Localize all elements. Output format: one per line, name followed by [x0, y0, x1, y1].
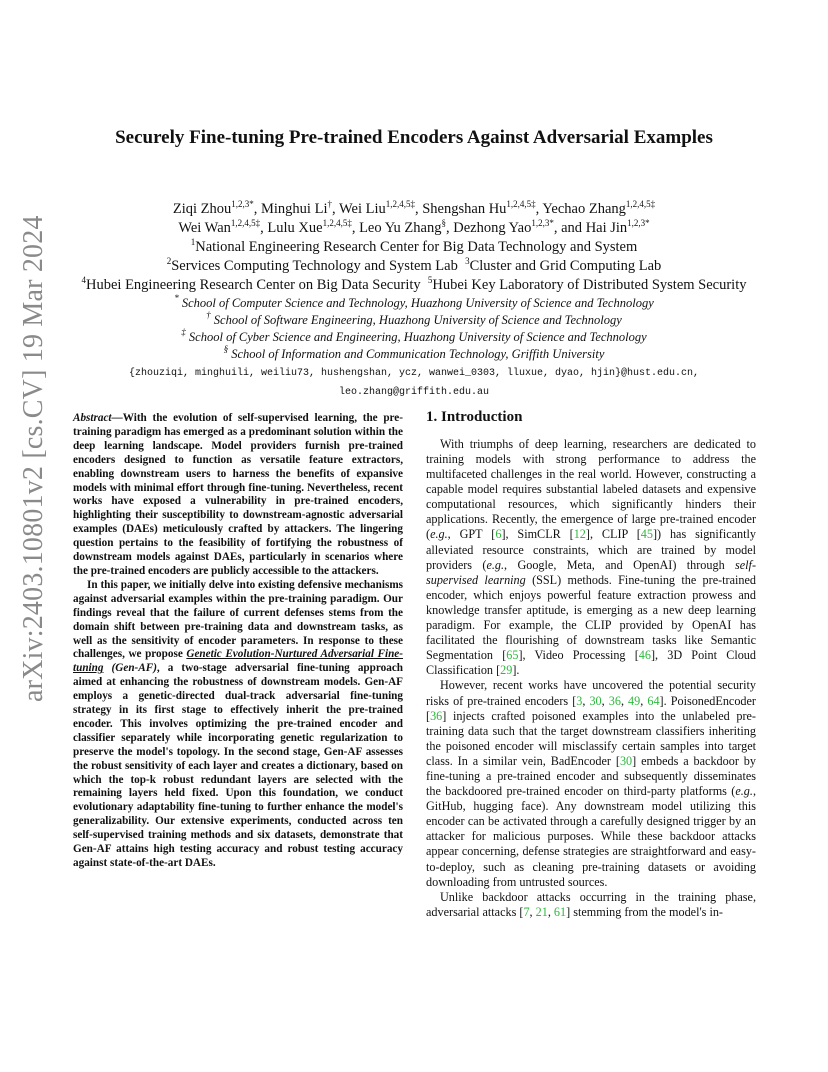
author-sup: 1,2,4,5‡ [506, 199, 536, 209]
citation-link[interactable]: 36 [430, 708, 443, 723]
author-name: Dezhong Yao [453, 220, 532, 236]
school: School of Computer Science and Technology, Huazhong University of Science and Technology [181, 296, 654, 310]
citation-link[interactable]: 6 [495, 527, 502, 542]
school-line-4 [0, 346, 828, 363]
affiliation-line-3 [0, 276, 828, 295]
author-block [0, 200, 828, 401]
email-line-1: {zhouziqi, minghuili, weiliu73, hushengshan, ycz, wanwei_0303, lluxue, dyao, hjin}@hust.edu.cn, [128, 368, 700, 379]
author-sup: 1,2,4,5‡ [230, 218, 261, 228]
abstract-column [73, 412, 403, 871]
text: , [582, 693, 590, 708]
author-line-2: Wei Wan$^{1,2,4,5\ddagger}$, Lulu Xue$^{1,2,4,5\ddagger}$, Leo Yu Zhang§, Dezhong Yao$^{1,2,3*}$, and Hai Jin$^{1,2,3*}$ [178, 218, 650, 236]
text: ], Video Processing [ [518, 648, 639, 663]
affiliation: Hubei Key Laboratory of Distributed System Security [432, 277, 747, 293]
and-word: and [561, 220, 583, 236]
text: ], SimCLR [ [501, 527, 574, 542]
citation-link[interactable]: 30 [589, 693, 602, 708]
school: School of Information and Communication Technology, Griffith University [231, 347, 605, 361]
citation-link[interactable]: 30 [619, 753, 633, 768]
text: , [547, 904, 554, 919]
text: , [529, 904, 536, 919]
citation-link[interactable]: 45 [640, 527, 653, 542]
arxiv-side-stamp: arXiv:2403.10801v2 [cs.CV] 19 Mar 2024 [18, 215, 49, 702]
author-sup: 1,2,4,5‡ [322, 218, 352, 228]
author-name: Minghui Li [261, 201, 328, 217]
text: , [601, 693, 609, 708]
intro-paragraph-3 [426, 890, 756, 920]
text: , [640, 693, 648, 708]
affil-sup: 3 [465, 256, 470, 266]
text: ] injects crafted poisoned examples into the unlabeled pre-training data such that the target downstream classifiers inheriting the poisoned encoder will misclassify certain samples into target class. In a similar vein, BadEncoder [ [426, 708, 756, 768]
affil-sup: 2 [166, 256, 172, 266]
text: ]) has significantly alleviated resource constraints, which are trained by model providers ( [426, 527, 756, 572]
author-sup: 1,2,3* [627, 218, 650, 228]
text: e.g. [430, 527, 448, 542]
school-sup: ‡ [181, 327, 186, 337]
author-name: Shengshan Hu [422, 201, 507, 217]
author-name: Wei Liu [338, 201, 386, 217]
author-sup: § [441, 218, 446, 228]
text: e.g. [486, 557, 505, 572]
citation-link[interactable]: 3 [576, 693, 583, 708]
school-line-2 [0, 312, 828, 329]
author-sup: 1,2,3* [531, 218, 554, 228]
author-name: Hai Jin [585, 220, 628, 236]
abstract-label: Abstract [73, 412, 112, 424]
author-name: Ziqi Zhou [172, 201, 232, 217]
method-name: Genetic Evolution-Nurtured Adversarial Fine-tuning [73, 648, 403, 675]
text: e.g. [735, 784, 753, 799]
author-name: Yechao Zhang [542, 201, 626, 217]
text: However, recent works have uncovered the potential security risks of pre-trained encoders [ [426, 678, 756, 708]
text: ], CLIP [ [585, 527, 641, 542]
text: ], 3D Point Cloud Classification [ [426, 648, 756, 678]
affiliation: National Engineering Research Center for Big Data Technology and System [195, 239, 638, 255]
author-sup: † [327, 199, 332, 209]
citation-link[interactable]: 7 [523, 904, 530, 919]
author-sup: 1,2,4,5‡ [385, 199, 415, 209]
text: , [620, 693, 629, 708]
text: , Google, Meta, and OpenAI) through [504, 557, 736, 572]
affiliation: Hubei Engineering Research Center on Big Data Security [86, 277, 421, 293]
citation-link[interactable]: 65 [506, 648, 519, 663]
school-line-1 [0, 295, 828, 312]
school-line-3 [0, 329, 828, 346]
affil-sup: 5 [427, 275, 433, 285]
abstract-paragraph-2 [73, 579, 403, 871]
school: School of Cyber Science and Engineering, Huazhong University of Science and Technology [188, 330, 647, 344]
text: self-supervised learning [426, 557, 756, 587]
author-name: Wei Wan [178, 220, 231, 236]
author-sup: 1,2,4,5‡ [625, 199, 656, 209]
affiliation: Cluster and Grid Computing Lab [469, 258, 662, 274]
affil-sup: 1 [190, 237, 196, 247]
affiliation-line-1 [0, 238, 828, 257]
abstract-text: In this paper, we initially delve into existing defensive mechanisms against adversarial examples within the pre-training paradigm. Our findings reveal that the failure of current defenses stems from the domain shift between pre-training data and downstream tasks, as well as the sensitivity of encoder parameters. In response to these challenges, we propose [73, 578, 403, 661]
abstract-text: , a two-stage adversarial fine-tuning approach aimed at enhancing the robustness of downstream models. Gen-AF employs a genetic-directed dual-track adversarial fine-tuning strategy in its first stage to effectively inherit the pre-trained encoder. This involves optimizing the pre-trained encoder and classifier separately while incorporating genetic regularization to preserve the model's topology. In the second stage, Gen-AF assesses the robust sensitivity of each layer and creates a dictionary, based on which the top-k robust redundant layers are selected with the remaining layers held fixed. Upon this foundation, we conduct evolutionary adaptability fine-tuning to further enhance the model's generalizability. Our extensive experiments, conducted across ten self-supervised training methods and six datasets, demonstrate that Gen-AF attains high testing accuracy and robust testing accuracy against state-of-the-art DAEs. [73, 662, 404, 869]
text: ] embeds a backdoor by fine-tuning a pre-trained encoder and subsequently disseminates the backdoored pre-trained encoder on third-party platforms ( [426, 753, 756, 799]
citation-link[interactable]: 49 [628, 693, 641, 708]
abstract-paragraph-1 [73, 412, 403, 579]
introduction-column [426, 411, 756, 920]
text: ] stemming from the model's in- [566, 904, 723, 919]
author-name: Leo Yu Zhang [359, 220, 442, 236]
text: (SSL) methods. Fine-tuning the pre-trained encoder, which enjoys powerful feature extraction prowess and knowledge transfer aptitude, is emerging as a new deep learning paradigm. For example, the CLIP provided by OpenAI has facilitated the flourishing of downstream tasks like Semantic Segmentation [ [426, 572, 756, 663]
text: Unlike backdoor attacks occurring in the training phase, adversarial attacks [ [426, 889, 756, 919]
text: , GitHub, hugging face). Any downstream model utilizing this encoder can be activated through a carefully designed trigger by an attacker for malicious purposes. While these backdoor attacks appear concerning, defense strategies are straightforward and easy-to-deploy, such as cleaning pre-training datasets or avoiding downloading from untrusted sources. [426, 784, 756, 889]
citation-link[interactable]: 61 [553, 904, 567, 919]
citation-link[interactable]: 46 [638, 648, 651, 663]
author-name: Lulu Xue [267, 220, 323, 236]
text: ]. [512, 663, 520, 678]
affiliation-line-2 [0, 257, 828, 276]
intro-paragraph-1 [426, 437, 756, 679]
citation-link[interactable]: 36 [608, 693, 621, 708]
text: ]. PoisonedEncoder [ [426, 693, 756, 723]
school: School of Software Engineering, Huazhong University of Science and Technology [213, 313, 622, 327]
author-sup: 1,2,3* [231, 199, 254, 209]
section-heading: 1. Introduction [426, 409, 523, 425]
citation-link[interactable]: 29 [500, 663, 513, 678]
affil-sup: 4 [81, 275, 87, 285]
citation-link[interactable]: 12 [573, 527, 586, 542]
text: With triumphs of deep learning, researchers are dedicated to training models with strong performance to address the multifaceted challenges in the real world. However, constructing a capable model requires substantial labeled datasets and expensive computational resources, which significantly hinders their applications. Recently, the emergence of large pre-trained encoder ( [426, 436, 756, 542]
citation-link[interactable]: 21 [535, 904, 548, 919]
email-line-2: leo.zhang@griffith.edu.au [338, 387, 490, 398]
paper-title: Securely Fine-tuning Pre-trained Encoders Against Adversarial Examples [115, 127, 713, 148]
text: , GPT [ [447, 527, 496, 542]
school-sup: § [223, 344, 229, 354]
author-line-1: Ziqi Zhou$^{1,2,3*}$, Minghui Li†, Wei Liu$^{1,2,4,5\ddagger}$, Shengshan $Hu^{1,2,4,5\ddagger}$, Yechao Zhang$^{1,2,4,5\ddagger}$ [172, 199, 656, 217]
citation-link[interactable]: 64 [647, 693, 660, 708]
school-sup: * [174, 293, 179, 303]
method-abbr: (Gen-AF) [111, 662, 157, 675]
intro-paragraph-2 [426, 678, 756, 889]
school-sup: † [206, 310, 211, 320]
abstract-text: —With the evolution of self-supervised learning, the pre-training paradigm has emerged as a predominant solution within the deep learning landscape. Model providers furnish pre-trained encoders designed to function as versatile feature extractors, enabling downstream users to harness the benefits of expansive models with minimal effort through fine-tuning. Nevertheless, recent works have exposed a vulnerability in pre-trained encoders, highlighting their susceptibility to downstream-agnostic adversarial examples (DAEs) meticulously crafted by attackers. The lingering question pertains to the feasibility of fortifying the robustness of downstream models against DAEs, particularly in scenarios where the pre-trained encoders are publicly accessible to the attackers. [73, 412, 403, 577]
affiliation: Services Computing Technology and System Lab [171, 258, 458, 274]
